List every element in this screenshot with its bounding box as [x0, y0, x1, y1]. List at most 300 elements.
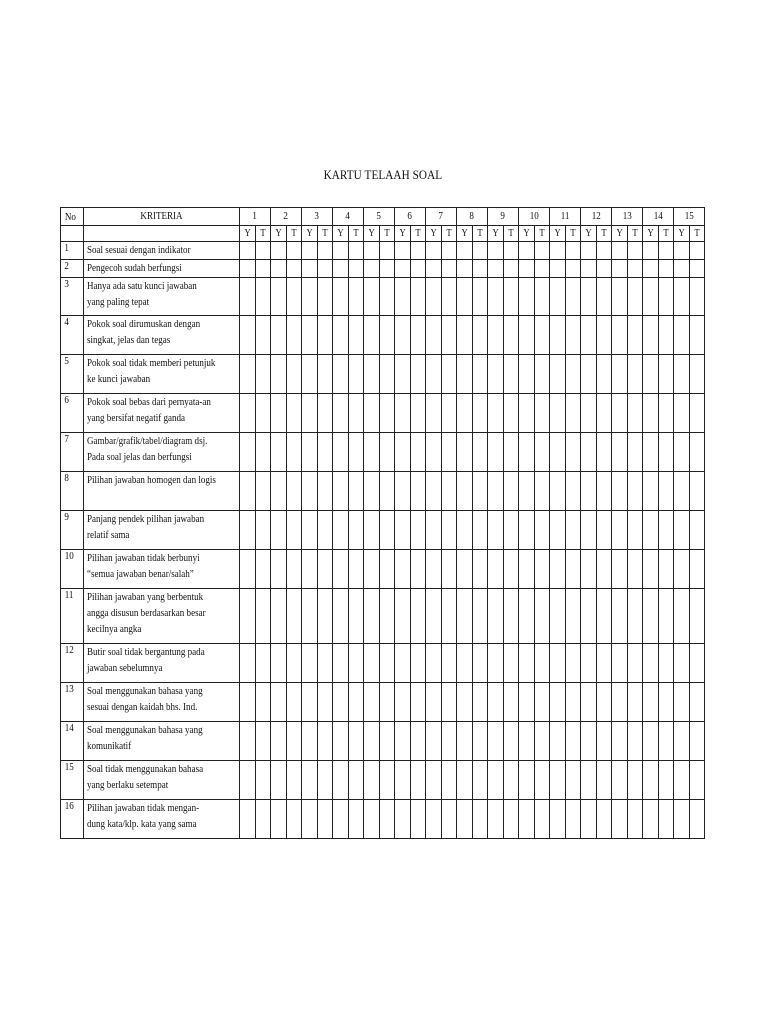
mark-cell-t[interactable]	[441, 550, 457, 589]
mark-cell-y[interactable]	[364, 511, 380, 550]
mark-cell-t[interactable]	[565, 722, 581, 761]
mark-cell-t[interactable]	[565, 472, 581, 511]
mark-cell-y[interactable]	[240, 278, 256, 316]
mark-cell-y[interactable]	[302, 355, 318, 394]
mark-cell-y[interactable]	[302, 761, 318, 800]
mark-cell-t[interactable]	[472, 761, 488, 800]
mark-cell-t[interactable]	[317, 394, 333, 433]
mark-cell-y[interactable]	[674, 800, 690, 839]
mark-cell-t[interactable]	[348, 683, 364, 722]
mark-cell-y[interactable]	[519, 472, 535, 511]
mark-cell-y[interactable]	[302, 722, 318, 761]
mark-cell-y[interactable]	[581, 316, 597, 355]
mark-cell-y[interactable]	[643, 644, 659, 683]
mark-cell-y[interactable]	[457, 316, 473, 355]
mark-cell-y[interactable]	[550, 394, 566, 433]
mark-cell-y[interactable]	[612, 472, 628, 511]
mark-cell-y[interactable]	[674, 394, 690, 433]
mark-cell-y[interactable]	[302, 433, 318, 472]
mark-cell-t[interactable]	[534, 644, 550, 683]
mark-cell-y[interactable]	[395, 644, 411, 683]
mark-cell-y[interactable]	[333, 511, 349, 550]
mark-cell-t[interactable]	[317, 242, 333, 260]
mark-cell-t[interactable]	[596, 242, 612, 260]
mark-cell-t[interactable]	[286, 644, 302, 683]
mark-cell-t[interactable]	[627, 644, 643, 683]
mark-cell-y[interactable]	[643, 683, 659, 722]
mark-cell-t[interactable]	[534, 260, 550, 278]
mark-cell-y[interactable]	[550, 316, 566, 355]
mark-cell-y[interactable]	[457, 644, 473, 683]
mark-cell-y[interactable]	[240, 394, 256, 433]
mark-cell-y[interactable]	[550, 683, 566, 722]
mark-cell-t[interactable]	[596, 278, 612, 316]
mark-cell-t[interactable]	[410, 683, 426, 722]
mark-cell-y[interactable]	[302, 316, 318, 355]
mark-cell-t[interactable]	[534, 394, 550, 433]
mark-cell-t[interactable]	[534, 722, 550, 761]
mark-cell-y[interactable]	[488, 433, 504, 472]
mark-cell-y[interactable]	[457, 278, 473, 316]
mark-cell-y[interactable]	[333, 800, 349, 839]
mark-cell-t[interactable]	[472, 589, 488, 644]
mark-cell-y[interactable]	[302, 278, 318, 316]
mark-cell-t[interactable]	[255, 394, 271, 433]
mark-cell-y[interactable]	[333, 394, 349, 433]
mark-cell-y[interactable]	[395, 683, 411, 722]
mark-cell-y[interactable]	[457, 550, 473, 589]
mark-cell-y[interactable]	[550, 722, 566, 761]
mark-cell-y[interactable]	[302, 394, 318, 433]
mark-cell-y[interactable]	[240, 800, 256, 839]
mark-cell-y[interactable]	[457, 355, 473, 394]
mark-cell-t[interactable]	[441, 394, 457, 433]
mark-cell-y[interactable]	[426, 316, 442, 355]
mark-cell-y[interactable]	[395, 511, 411, 550]
mark-cell-t[interactable]	[503, 589, 519, 644]
mark-cell-y[interactable]	[333, 761, 349, 800]
mark-cell-y[interactable]	[643, 511, 659, 550]
mark-cell-y[interactable]	[426, 644, 442, 683]
mark-cell-y[interactable]	[271, 761, 287, 800]
mark-cell-t[interactable]	[503, 242, 519, 260]
mark-cell-y[interactable]	[674, 242, 690, 260]
mark-cell-y[interactable]	[333, 278, 349, 316]
mark-cell-t[interactable]	[410, 550, 426, 589]
mark-cell-t[interactable]	[255, 589, 271, 644]
mark-cell-y[interactable]	[519, 242, 535, 260]
mark-cell-y[interactable]	[519, 278, 535, 316]
mark-cell-y[interactable]	[240, 260, 256, 278]
mark-cell-y[interactable]	[674, 644, 690, 683]
mark-cell-t[interactable]	[503, 550, 519, 589]
mark-cell-y[interactable]	[395, 472, 411, 511]
mark-cell-y[interactable]	[612, 589, 628, 644]
mark-cell-y[interactable]	[271, 278, 287, 316]
mark-cell-t[interactable]	[596, 644, 612, 683]
mark-cell-t[interactable]	[689, 550, 705, 589]
mark-cell-y[interactable]	[364, 394, 380, 433]
mark-cell-t[interactable]	[534, 278, 550, 316]
mark-cell-y[interactable]	[550, 511, 566, 550]
mark-cell-y[interactable]	[395, 761, 411, 800]
mark-cell-t[interactable]	[441, 683, 457, 722]
mark-cell-t[interactable]	[317, 511, 333, 550]
mark-cell-y[interactable]	[302, 511, 318, 550]
mark-cell-t[interactable]	[286, 260, 302, 278]
mark-cell-t[interactable]	[503, 433, 519, 472]
mark-cell-y[interactable]	[612, 550, 628, 589]
mark-cell-t[interactable]	[596, 316, 612, 355]
mark-cell-t[interactable]	[534, 355, 550, 394]
mark-cell-y[interactable]	[457, 722, 473, 761]
mark-cell-y[interactable]	[488, 589, 504, 644]
mark-cell-t[interactable]	[689, 800, 705, 839]
mark-cell-t[interactable]	[317, 355, 333, 394]
mark-cell-y[interactable]	[395, 722, 411, 761]
mark-cell-t[interactable]	[534, 433, 550, 472]
mark-cell-y[interactable]	[612, 683, 628, 722]
mark-cell-y[interactable]	[643, 761, 659, 800]
mark-cell-y[interactable]	[643, 722, 659, 761]
mark-cell-y[interactable]	[550, 278, 566, 316]
mark-cell-t[interactable]	[379, 722, 395, 761]
mark-cell-y[interactable]	[519, 260, 535, 278]
mark-cell-y[interactable]	[612, 242, 628, 260]
mark-cell-t[interactable]	[286, 511, 302, 550]
mark-cell-y[interactable]	[240, 550, 256, 589]
mark-cell-y[interactable]	[581, 355, 597, 394]
mark-cell-y[interactable]	[240, 472, 256, 511]
mark-cell-y[interactable]	[333, 722, 349, 761]
mark-cell-y[interactable]	[395, 550, 411, 589]
mark-cell-t[interactable]	[596, 683, 612, 722]
mark-cell-y[interactable]	[581, 644, 597, 683]
mark-cell-t[interactable]	[410, 511, 426, 550]
mark-cell-y[interactable]	[364, 433, 380, 472]
mark-cell-t[interactable]	[255, 722, 271, 761]
mark-cell-t[interactable]	[658, 260, 674, 278]
mark-cell-y[interactable]	[426, 550, 442, 589]
mark-cell-y[interactable]	[364, 242, 380, 260]
mark-cell-y[interactable]	[674, 472, 690, 511]
mark-cell-t[interactable]	[689, 511, 705, 550]
mark-cell-t[interactable]	[317, 260, 333, 278]
mark-cell-t[interactable]	[379, 260, 395, 278]
mark-cell-t[interactable]	[534, 511, 550, 550]
mark-cell-y[interactable]	[612, 800, 628, 839]
mark-cell-t[interactable]	[441, 355, 457, 394]
mark-cell-y[interactable]	[612, 394, 628, 433]
mark-cell-t[interactable]	[503, 511, 519, 550]
mark-cell-y[interactable]	[271, 316, 287, 355]
mark-cell-t[interactable]	[317, 800, 333, 839]
mark-cell-y[interactable]	[395, 278, 411, 316]
mark-cell-t[interactable]	[658, 472, 674, 511]
mark-cell-y[interactable]	[426, 511, 442, 550]
mark-cell-y[interactable]	[550, 761, 566, 800]
mark-cell-y[interactable]	[643, 800, 659, 839]
mark-cell-y[interactable]	[643, 278, 659, 316]
mark-cell-t[interactable]	[441, 511, 457, 550]
mark-cell-t[interactable]	[596, 433, 612, 472]
mark-cell-t[interactable]	[255, 800, 271, 839]
mark-cell-t[interactable]	[255, 355, 271, 394]
mark-cell-t[interactable]	[565, 550, 581, 589]
mark-cell-y[interactable]	[364, 550, 380, 589]
mark-cell-y[interactable]	[488, 260, 504, 278]
mark-cell-y[interactable]	[364, 260, 380, 278]
mark-cell-t[interactable]	[472, 355, 488, 394]
mark-cell-y[interactable]	[271, 589, 287, 644]
mark-cell-y[interactable]	[519, 800, 535, 839]
mark-cell-y[interactable]	[581, 800, 597, 839]
mark-cell-y[interactable]	[674, 316, 690, 355]
mark-cell-t[interactable]	[689, 355, 705, 394]
mark-cell-y[interactable]	[581, 761, 597, 800]
mark-cell-t[interactable]	[503, 394, 519, 433]
mark-cell-y[interactable]	[643, 242, 659, 260]
mark-cell-y[interactable]	[240, 644, 256, 683]
mark-cell-t[interactable]	[255, 761, 271, 800]
mark-cell-t[interactable]	[255, 433, 271, 472]
mark-cell-t[interactable]	[441, 472, 457, 511]
mark-cell-t[interactable]	[410, 278, 426, 316]
mark-cell-t[interactable]	[565, 511, 581, 550]
mark-cell-t[interactable]	[379, 761, 395, 800]
mark-cell-y[interactable]	[488, 722, 504, 761]
mark-cell-y[interactable]	[612, 278, 628, 316]
mark-cell-y[interactable]	[457, 394, 473, 433]
mark-cell-t[interactable]	[627, 316, 643, 355]
mark-cell-t[interactable]	[472, 800, 488, 839]
mark-cell-t[interactable]	[689, 761, 705, 800]
mark-cell-t[interactable]	[410, 644, 426, 683]
mark-cell-t[interactable]	[286, 472, 302, 511]
mark-cell-y[interactable]	[271, 800, 287, 839]
mark-cell-y[interactable]	[364, 722, 380, 761]
mark-cell-t[interactable]	[317, 550, 333, 589]
mark-cell-t[interactable]	[658, 550, 674, 589]
mark-cell-t[interactable]	[503, 722, 519, 761]
mark-cell-y[interactable]	[240, 511, 256, 550]
mark-cell-y[interactable]	[333, 433, 349, 472]
mark-cell-t[interactable]	[534, 800, 550, 839]
mark-cell-y[interactable]	[488, 242, 504, 260]
mark-cell-y[interactable]	[519, 394, 535, 433]
mark-cell-y[interactable]	[364, 355, 380, 394]
mark-cell-y[interactable]	[240, 761, 256, 800]
mark-cell-t[interactable]	[441, 800, 457, 839]
mark-cell-t[interactable]	[286, 722, 302, 761]
mark-cell-y[interactable]	[426, 761, 442, 800]
mark-cell-t[interactable]	[255, 278, 271, 316]
mark-cell-t[interactable]	[410, 761, 426, 800]
mark-cell-y[interactable]	[581, 260, 597, 278]
mark-cell-t[interactable]	[565, 355, 581, 394]
mark-cell-t[interactable]	[317, 761, 333, 800]
mark-cell-t[interactable]	[689, 242, 705, 260]
mark-cell-y[interactable]	[271, 394, 287, 433]
mark-cell-y[interactable]	[519, 683, 535, 722]
mark-cell-y[interactable]	[674, 550, 690, 589]
mark-cell-t[interactable]	[627, 683, 643, 722]
mark-cell-y[interactable]	[271, 433, 287, 472]
mark-cell-y[interactable]	[333, 316, 349, 355]
mark-cell-t[interactable]	[596, 355, 612, 394]
mark-cell-t[interactable]	[565, 800, 581, 839]
mark-cell-t[interactable]	[317, 589, 333, 644]
mark-cell-t[interactable]	[627, 511, 643, 550]
mark-cell-t[interactable]	[348, 722, 364, 761]
mark-cell-y[interactable]	[395, 316, 411, 355]
mark-cell-y[interactable]	[612, 355, 628, 394]
mark-cell-t[interactable]	[379, 644, 395, 683]
mark-cell-t[interactable]	[348, 644, 364, 683]
mark-cell-t[interactable]	[534, 316, 550, 355]
mark-cell-t[interactable]	[627, 278, 643, 316]
mark-cell-t[interactable]	[658, 589, 674, 644]
mark-cell-t[interactable]	[658, 394, 674, 433]
mark-cell-t[interactable]	[627, 394, 643, 433]
mark-cell-y[interactable]	[488, 761, 504, 800]
mark-cell-y[interactable]	[488, 511, 504, 550]
mark-cell-t[interactable]	[627, 260, 643, 278]
mark-cell-y[interactable]	[426, 433, 442, 472]
mark-cell-y[interactable]	[426, 722, 442, 761]
mark-cell-t[interactable]	[379, 433, 395, 472]
mark-cell-t[interactable]	[627, 800, 643, 839]
mark-cell-y[interactable]	[643, 433, 659, 472]
mark-cell-t[interactable]	[565, 242, 581, 260]
mark-cell-t[interactable]	[689, 278, 705, 316]
mark-cell-y[interactable]	[395, 242, 411, 260]
mark-cell-t[interactable]	[379, 683, 395, 722]
mark-cell-t[interactable]	[348, 589, 364, 644]
mark-cell-y[interactable]	[612, 644, 628, 683]
mark-cell-y[interactable]	[457, 683, 473, 722]
mark-cell-y[interactable]	[488, 394, 504, 433]
mark-cell-t[interactable]	[534, 589, 550, 644]
mark-cell-t[interactable]	[286, 278, 302, 316]
mark-cell-t[interactable]	[472, 260, 488, 278]
mark-cell-y[interactable]	[302, 800, 318, 839]
mark-cell-t[interactable]	[658, 242, 674, 260]
mark-cell-t[interactable]	[596, 472, 612, 511]
mark-cell-y[interactable]	[550, 800, 566, 839]
mark-cell-t[interactable]	[658, 800, 674, 839]
mark-cell-y[interactable]	[364, 800, 380, 839]
mark-cell-t[interactable]	[286, 800, 302, 839]
mark-cell-t[interactable]	[441, 761, 457, 800]
mark-cell-t[interactable]	[503, 644, 519, 683]
mark-cell-t[interactable]	[286, 355, 302, 394]
mark-cell-y[interactable]	[488, 472, 504, 511]
mark-cell-t[interactable]	[658, 644, 674, 683]
mark-cell-t[interactable]	[317, 644, 333, 683]
mark-cell-y[interactable]	[271, 683, 287, 722]
mark-cell-y[interactable]	[643, 394, 659, 433]
mark-cell-t[interactable]	[689, 316, 705, 355]
mark-cell-t[interactable]	[410, 355, 426, 394]
mark-cell-y[interactable]	[488, 644, 504, 683]
mark-cell-y[interactable]	[612, 260, 628, 278]
mark-cell-t[interactable]	[441, 589, 457, 644]
mark-cell-t[interactable]	[286, 589, 302, 644]
mark-cell-y[interactable]	[395, 355, 411, 394]
mark-cell-t[interactable]	[286, 550, 302, 589]
mark-cell-y[interactable]	[643, 355, 659, 394]
mark-cell-t[interactable]	[472, 550, 488, 589]
mark-cell-t[interactable]	[658, 316, 674, 355]
mark-cell-y[interactable]	[271, 472, 287, 511]
mark-cell-t[interactable]	[441, 433, 457, 472]
mark-cell-y[interactable]	[426, 800, 442, 839]
mark-cell-t[interactable]	[348, 278, 364, 316]
mark-cell-t[interactable]	[379, 800, 395, 839]
mark-cell-t[interactable]	[410, 433, 426, 472]
mark-cell-t[interactable]	[441, 644, 457, 683]
mark-cell-y[interactable]	[271, 550, 287, 589]
mark-cell-t[interactable]	[348, 800, 364, 839]
mark-cell-y[interactable]	[426, 683, 442, 722]
mark-cell-y[interactable]	[581, 472, 597, 511]
mark-cell-t[interactable]	[379, 278, 395, 316]
mark-cell-y[interactable]	[519, 761, 535, 800]
mark-cell-t[interactable]	[286, 683, 302, 722]
mark-cell-y[interactable]	[581, 683, 597, 722]
mark-cell-t[interactable]	[410, 242, 426, 260]
mark-cell-y[interactable]	[581, 278, 597, 316]
mark-cell-y[interactable]	[240, 433, 256, 472]
mark-cell-t[interactable]	[534, 761, 550, 800]
mark-cell-t[interactable]	[627, 242, 643, 260]
mark-cell-t[interactable]	[565, 316, 581, 355]
mark-cell-t[interactable]	[379, 472, 395, 511]
mark-cell-t[interactable]	[503, 800, 519, 839]
mark-cell-t[interactable]	[658, 433, 674, 472]
mark-cell-y[interactable]	[550, 433, 566, 472]
mark-cell-y[interactable]	[550, 589, 566, 644]
mark-cell-y[interactable]	[426, 355, 442, 394]
mark-cell-t[interactable]	[472, 433, 488, 472]
mark-cell-t[interactable]	[348, 472, 364, 511]
mark-cell-t[interactable]	[379, 589, 395, 644]
mark-cell-t[interactable]	[596, 722, 612, 761]
mark-cell-t[interactable]	[410, 472, 426, 511]
mark-cell-t[interactable]	[534, 242, 550, 260]
mark-cell-t[interactable]	[503, 278, 519, 316]
mark-cell-t[interactable]	[348, 550, 364, 589]
mark-cell-y[interactable]	[488, 355, 504, 394]
mark-cell-y[interactable]	[519, 433, 535, 472]
mark-cell-t[interactable]	[472, 511, 488, 550]
mark-cell-t[interactable]	[379, 316, 395, 355]
mark-cell-y[interactable]	[240, 589, 256, 644]
mark-cell-t[interactable]	[441, 278, 457, 316]
mark-cell-t[interactable]	[689, 644, 705, 683]
mark-cell-y[interactable]	[643, 472, 659, 511]
mark-cell-y[interactable]	[333, 683, 349, 722]
mark-cell-t[interactable]	[472, 472, 488, 511]
mark-cell-y[interactable]	[426, 589, 442, 644]
mark-cell-y[interactable]	[519, 511, 535, 550]
mark-cell-t[interactable]	[286, 394, 302, 433]
mark-cell-y[interactable]	[395, 394, 411, 433]
mark-cell-t[interactable]	[286, 433, 302, 472]
mark-cell-t[interactable]	[255, 644, 271, 683]
mark-cell-t[interactable]	[627, 433, 643, 472]
